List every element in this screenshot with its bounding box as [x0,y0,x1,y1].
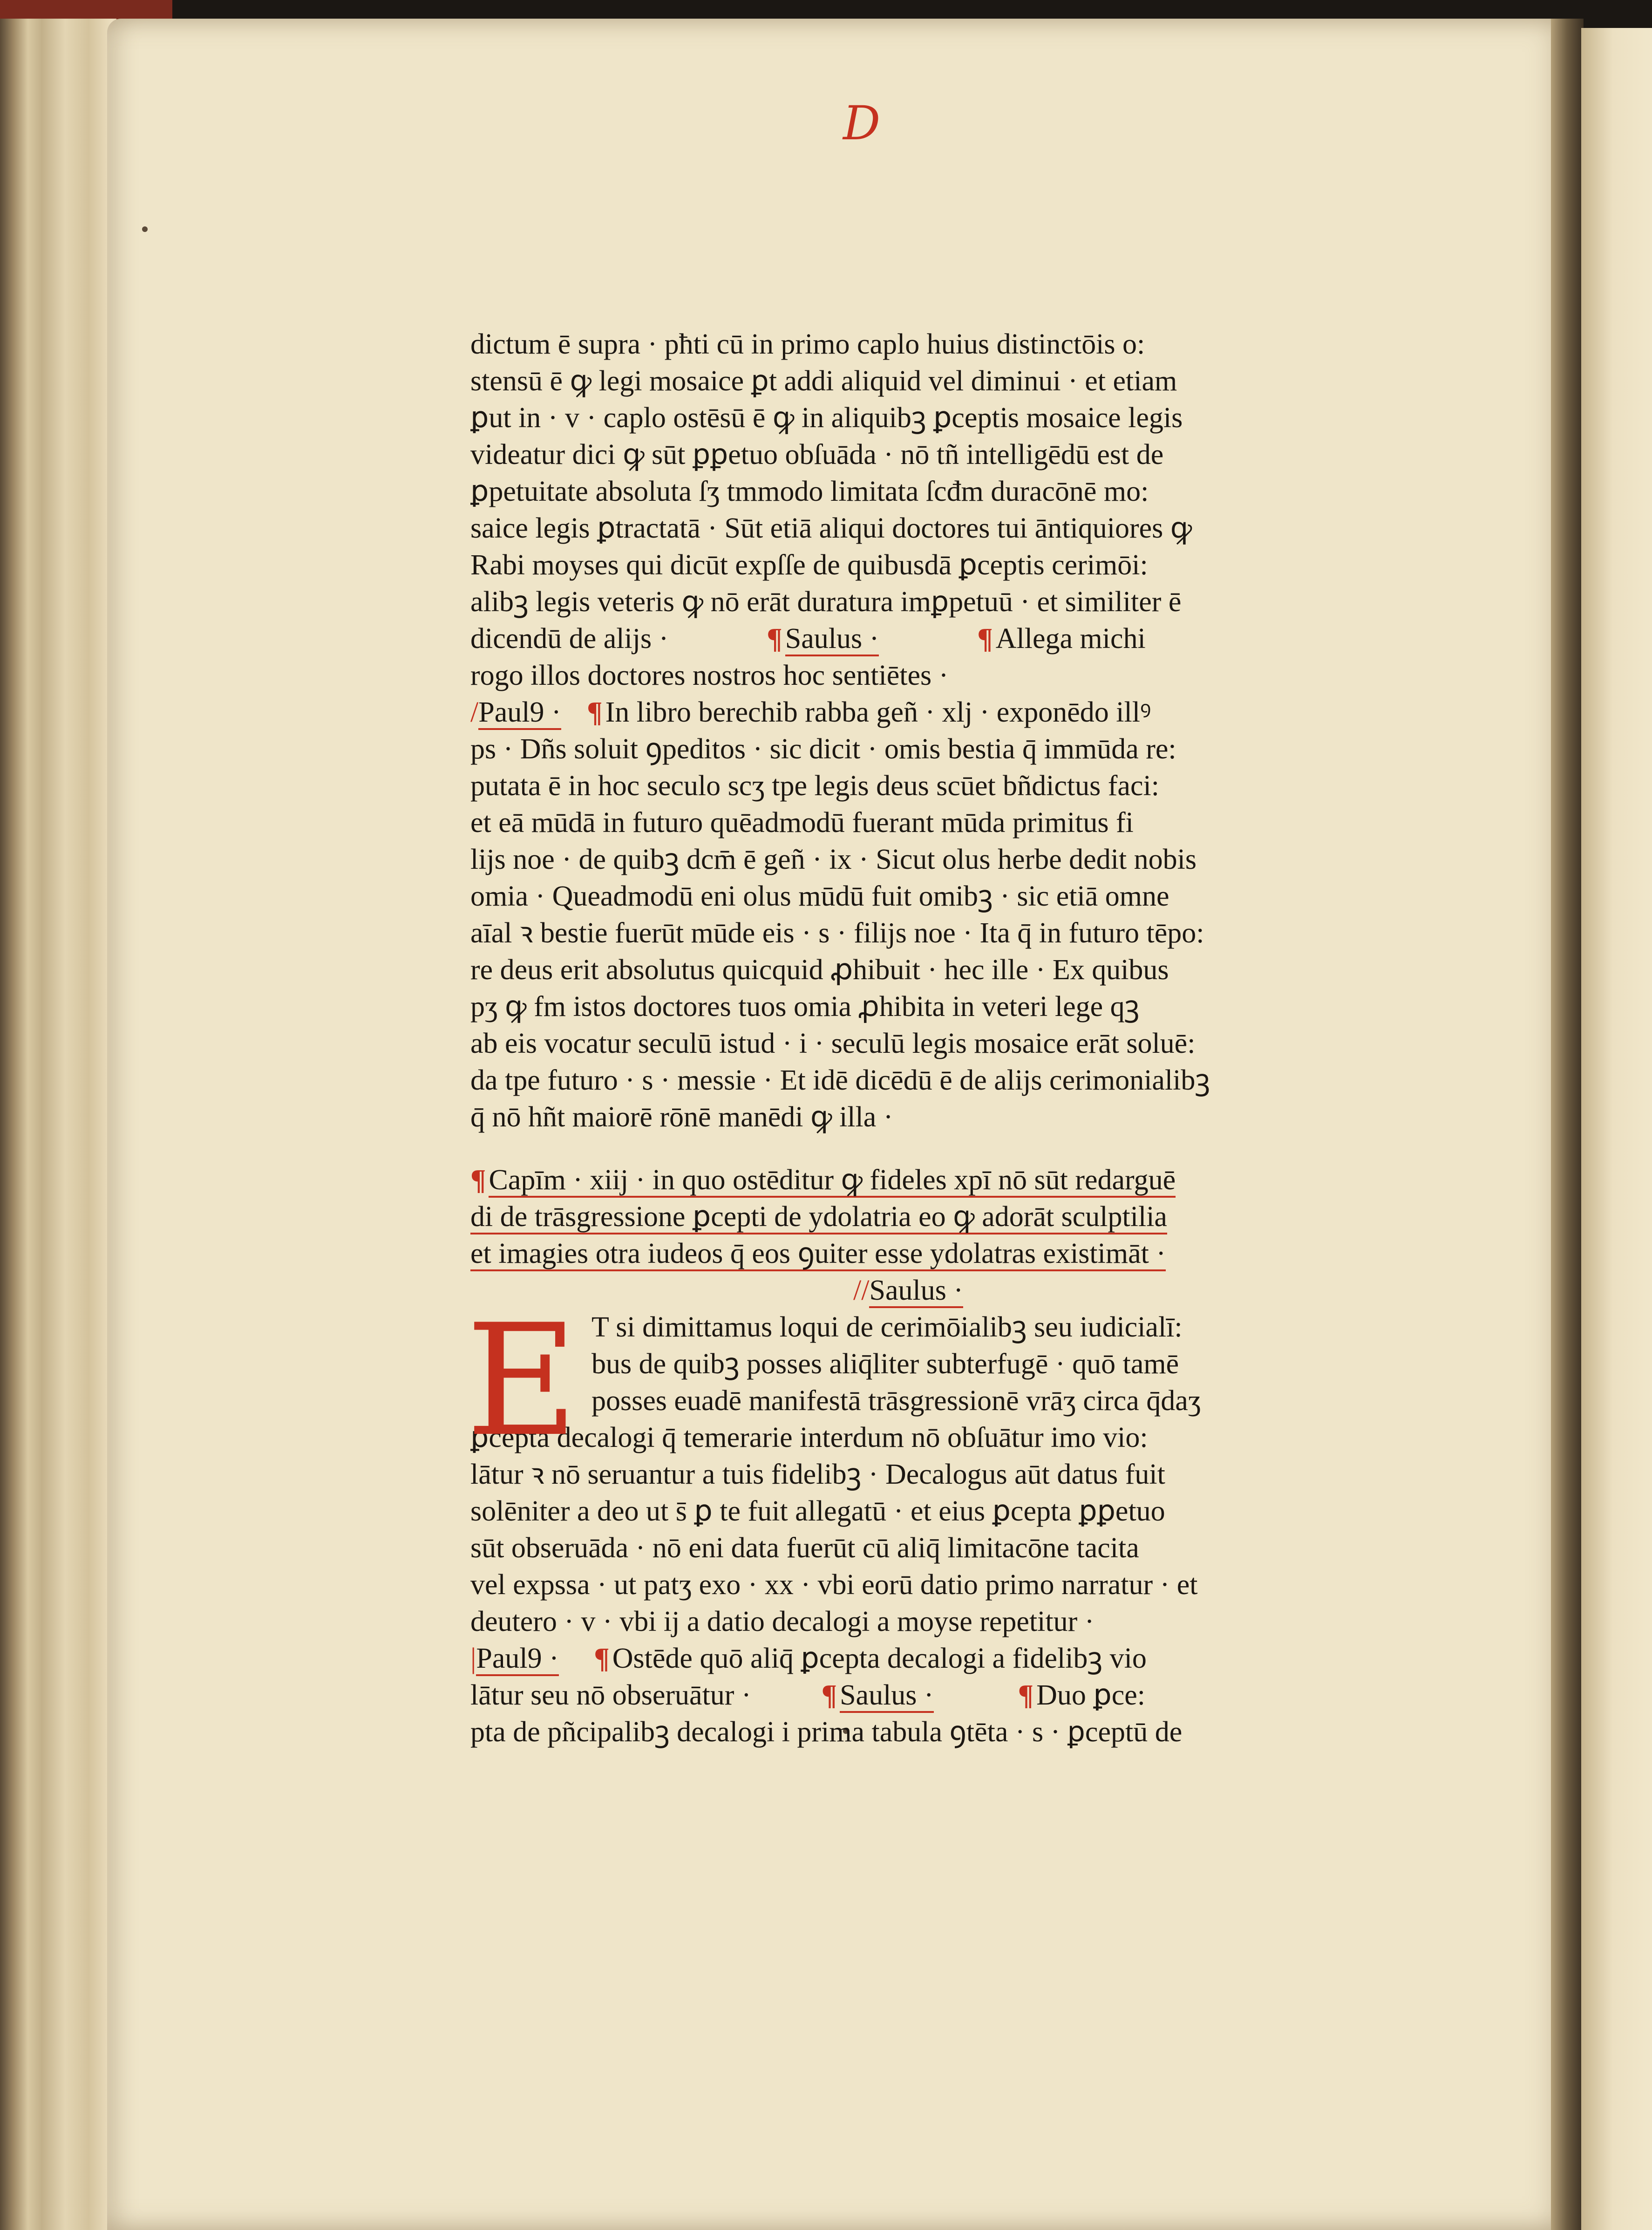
text-line: videatur dici ꝙ sūt ꝑꝑetuo obſuāda · nō tñ intelligēdū est de [470,439,1164,471]
paragraph-mark-icon: ¶ [587,696,603,728]
paragraph-mark-icon: ¶ [594,1643,610,1674]
text-line: re deus erit absolutus quicquid ꝓhibuit · hec ille · Ex quibus [470,954,1169,986]
paragraph-3 [466,1291,1346,1640]
chapter-heading [470,1162,1346,1309]
text-line [470,1235,1346,1272]
text-line: stensū ē ꝙ legi mosaice ꝑt addi aliquid vel diminui · et etiam [470,365,1177,397]
book-gutter [1551,19,1584,2230]
paragraph-4 [470,1640,1346,1751]
text-line: posses euadē manifestā trāsgressionē vrāʒ circa q̄daʒ [591,1385,1201,1417]
text-line [470,1677,1346,1714]
text-line: sūt obseruāda · nō eni data fuerūt cū aliq̄ limitacōne tacita [470,1532,1139,1564]
text-line [470,621,1346,657]
text-line: Rabi moyses qui dicūt expſſe de quibusdā ꝑceptis cerimōi: [470,549,1148,581]
text-line: et eā mūdā in futuro quēadmodū fuerant mūda primitus fi [470,807,1134,839]
text-line: ab eis vocatur seculū istud · i · seculū legis mosaice erāt soluē: [470,1028,1196,1059]
rubric-stroke-icon: / [470,696,479,728]
line-text: In libro berechib rabba geñ · xlj · exponēdo illꝰ [605,696,1151,728]
line-text: lātur seu nō obseruātur · [470,1679,751,1711]
text-line: lātur ꝛ nō seruantur a tuis fidelibꝫ · Decalogus aūt datus fuit [470,1459,1165,1490]
speaker-paulus: Paul9 · [478,696,561,730]
text-line: alibꝫ legis veteris ꝙ nō erāt duratura imꝑpetuū · et similiter ē [470,586,1182,618]
text-line: ꝑpetuitate absoluta ſʒ tmmodo limitata ſcđm duracōnē mo: [470,476,1149,507]
text-line: deutero · v · vbi ij a datio decalogi a moyse repetitur · [470,1606,1095,1637]
text-line: q̄ nō hñt maiorē rōnē manēdi ꝙ illa · [470,1101,893,1133]
paragraph-2 [470,694,1346,1136]
paragraph-mark-icon: ¶ [977,623,993,655]
text-line: solēniter a deo ut s̄ ꝑ te fuit allegatū · et eius ꝑcepta ꝑꝑetuo [470,1495,1165,1527]
text-block [466,326,1346,1751]
line-text: Ostēde quō aliq̄ ꝑcepta decalogi a fidelibꝫ vio [612,1643,1147,1674]
text-line: T si dimittamus loqui de cerimōialibꝫ seu iudicialī: [591,1311,1183,1343]
text-line [470,1199,1346,1235]
paragraph-mark-icon: ¶ [767,623,782,655]
signature-mark: D [843,96,881,150]
speaker-saulus: Saulus · [869,1275,963,1308]
text-line [470,1640,1346,1677]
facing-page-edge [1581,28,1652,2230]
text-line: vel expssa · ut patʒ exo · xx · vbi eorū datio primo narratur · et [470,1569,1198,1601]
paper-speck [142,226,148,232]
text-line: ps · Dñs soluit ꝯpeditos · sic dicit · omis bestia q̄ immūda re: [470,733,1176,765]
chapter-title: et imagies otra iudeos q̄ eos ꝯuiter esse ydolatras existimāt · [470,1238,1166,1271]
paragraph-1 [470,326,1346,694]
line-text: dicendū de alijs · [470,623,669,655]
text-line: ꝑcepta decalogi q̄ temerarie interdum nō obſuātur imo vio: [470,1422,1148,1453]
text-line: putata ē in hoc seculo scʒ tpe legis deus scūet bñdictus faci: [470,770,1159,802]
text-line [470,1272,1346,1309]
text-line: omia · Queadmodū eni olus mūdū fuit omibꝫ · sic etiā omne [470,880,1169,912]
text-line: dictum ē supra · pħti cū in primo caplo huius distinctōis o: [470,328,1145,360]
text-line [470,1162,1346,1199]
initial-letter: E [466,1291,578,1470]
line-text: Duo ꝑce: [1036,1679,1145,1711]
text-line: pʒ ꝙ fm istos doctores tuos omia ꝓhibita in veteri lege qꝫ [470,991,1140,1023]
chapter-title: di de trāsgressione ꝑcepti de ydolatria eo ꝙ adorāt sculptilia [470,1201,1167,1234]
chapter-title: Capīm · xiij · in quo ostēditur ꝙ fideles xpī nō sūt redarguē [489,1164,1176,1198]
line-text: Allega michi [995,623,1146,655]
text-line: pta de pñcipalibꝫ decalogi i prima tabula ꝯtēta · s · ꝑceptū de [470,1716,1183,1748]
paragraph-mark-icon: ¶ [1018,1679,1034,1711]
text-line: ꝑut in · v · caplo ostēsū ē ꝙ in aliquibꝫ ꝑceptis mosaice legis [470,402,1183,434]
paragraph-mark-icon: ¶ [821,1679,837,1711]
speaker-saulus: Saulus · [785,623,879,656]
text-line: da tpe futuro · s · messie · Et idē dicēdū ē de alijs cerimonialibꝫ [470,1064,1210,1096]
speaker-saulus: Saulus · [840,1679,934,1713]
text-line: rogo illos doctores nostros hoc sentiētes · [470,660,949,691]
text-line: lijs noe · de quibꝫ dcm̄ ē geñ · ix · Sicut olus herbe dedit nobis [470,844,1197,875]
page-edges-left [0,19,116,2230]
speaker-paulus: Paul9 · [476,1643,558,1676]
rubric-stroke-icon: | [470,1643,476,1674]
text-line: bus de quibꝫ posses aliq̄liter subterfugē · quō tamē [591,1348,1179,1380]
text-line: aīal ꝛ bestie fuerūt mūde eis · s · filijs noe · Ita q̄ in futuro tēpo: [470,917,1204,949]
rubric-stroke-icon: // [853,1275,870,1306]
section-gap [470,1136,1346,1162]
text-line: saice legis ꝑtractatā · Sūt etiā aliqui doctores tui āntiquiores ꝙ [470,512,1192,544]
paragraph-mark-icon: ¶ [470,1164,486,1196]
text-line [470,694,1346,731]
